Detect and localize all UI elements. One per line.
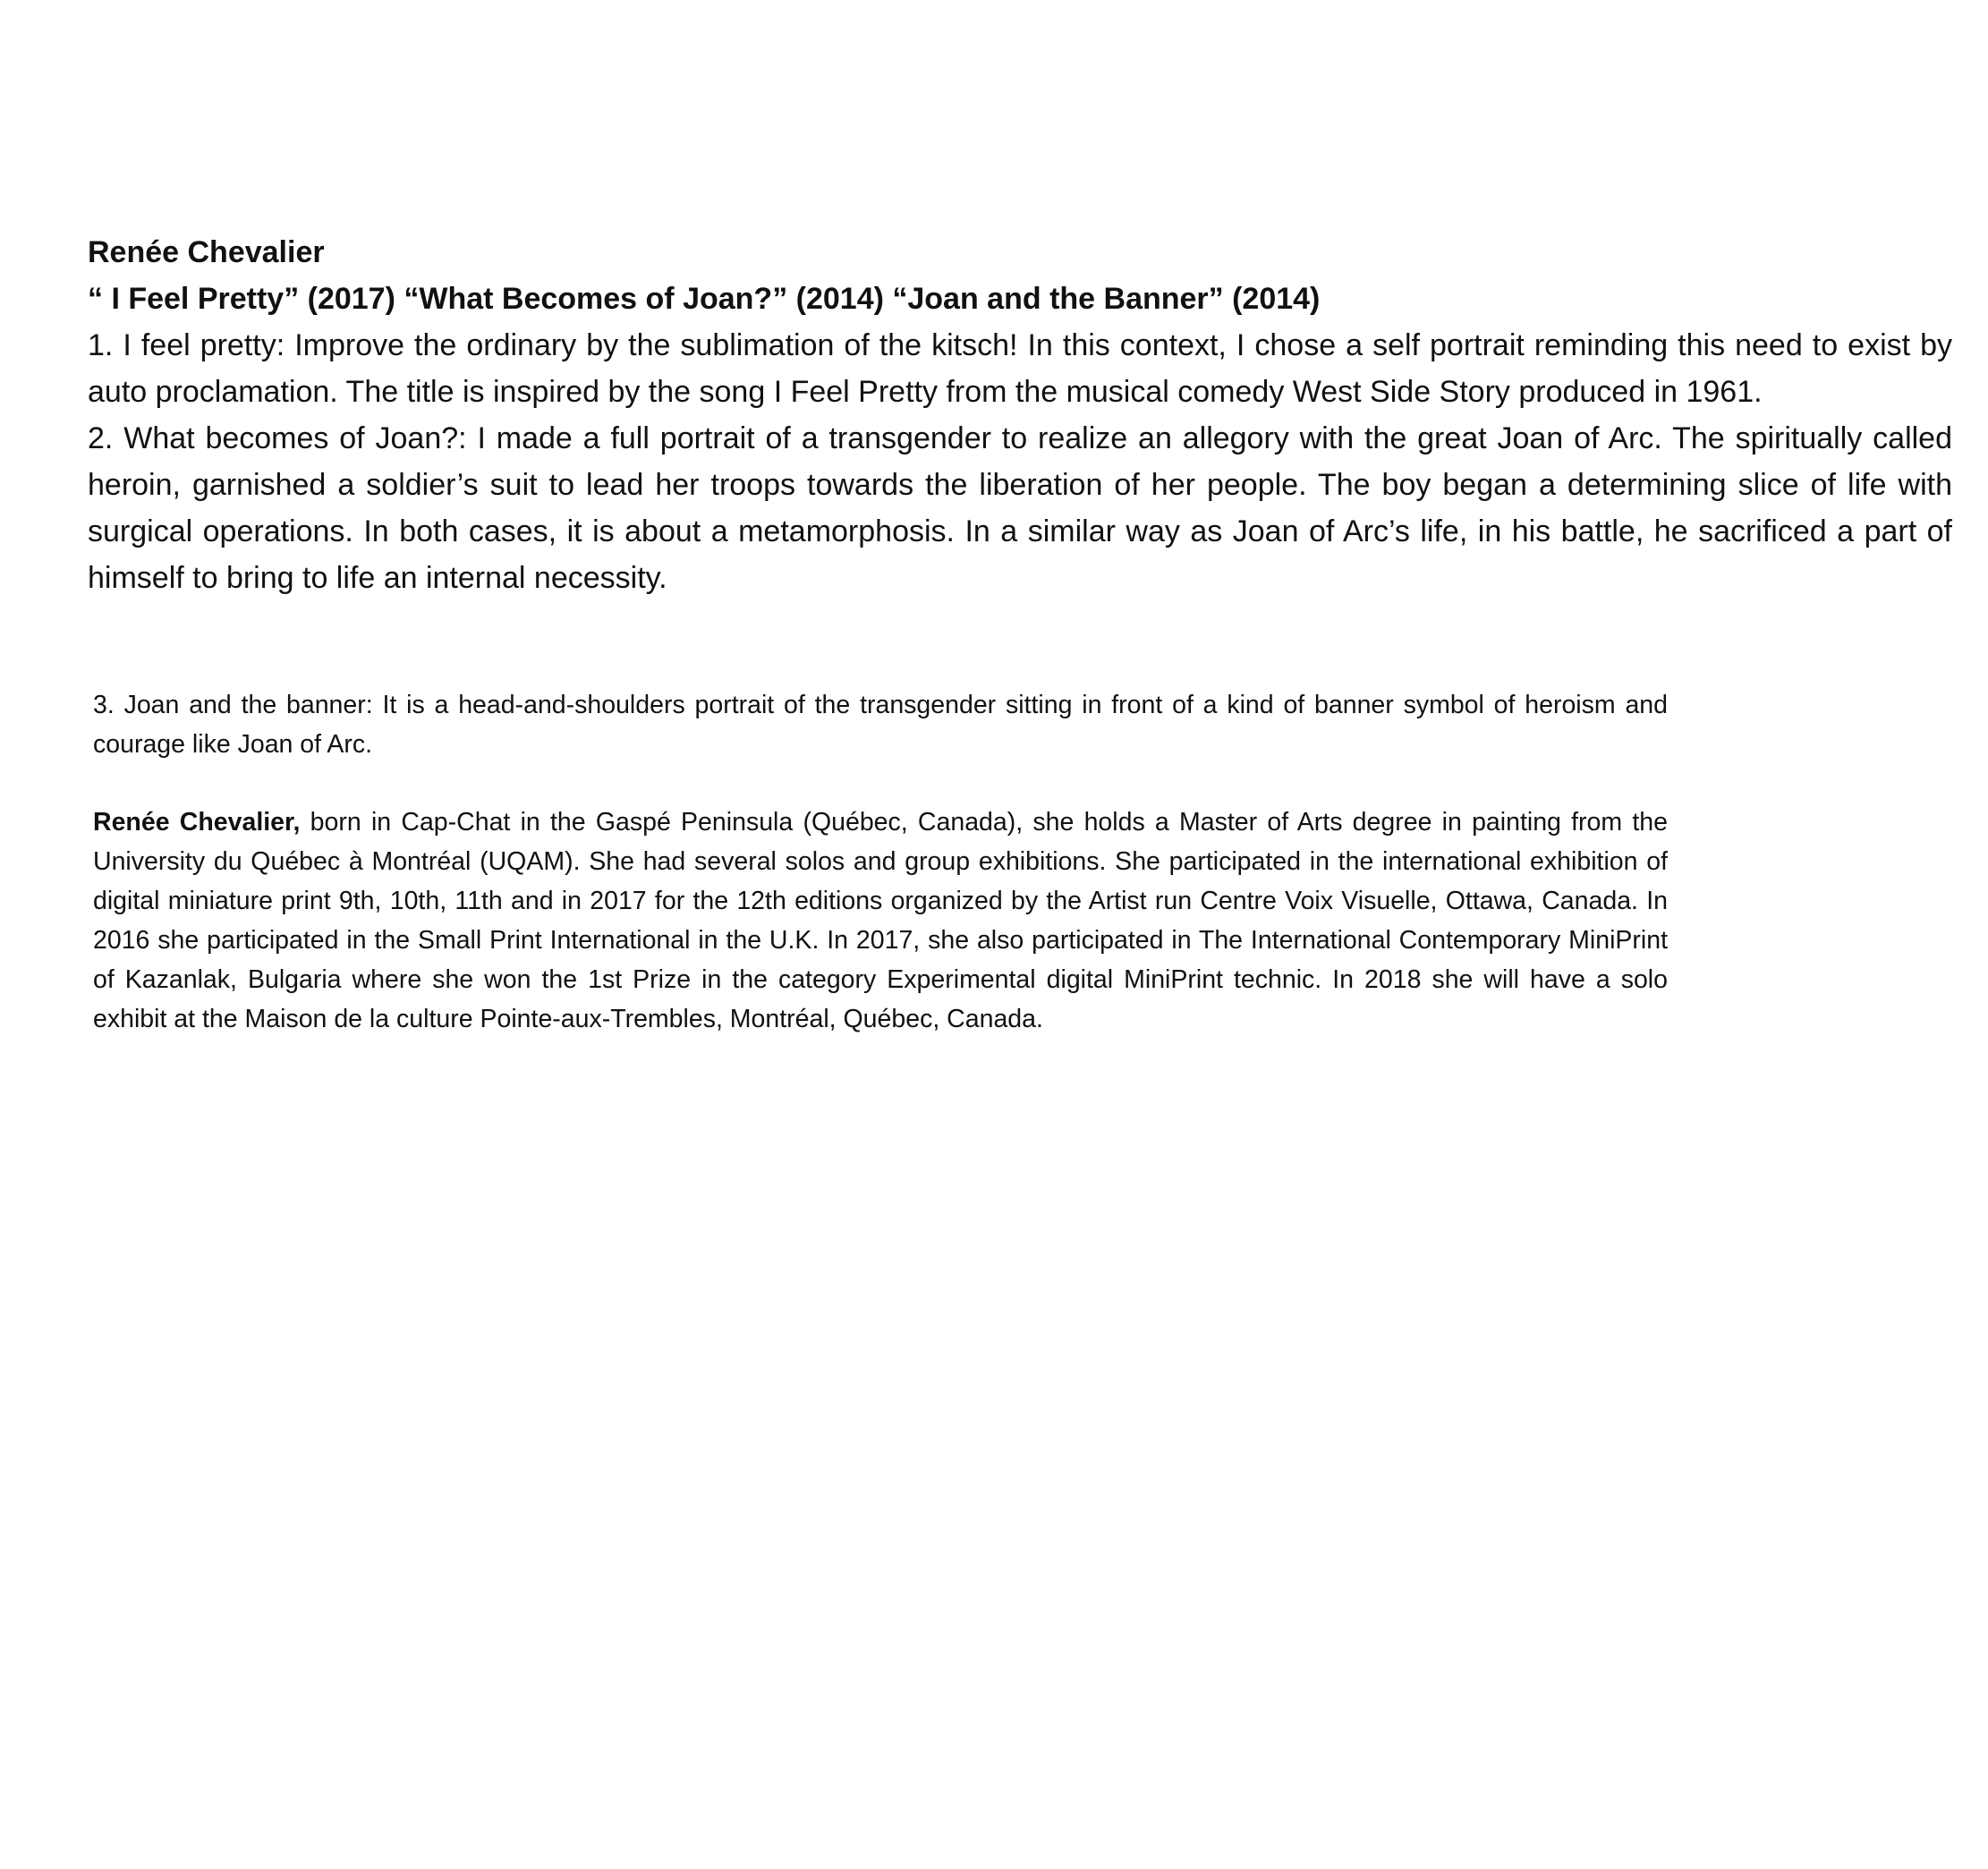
artist-bio-block [93,803,1668,1039]
artist-name-heading: Renée Chevalier [88,235,325,269]
paragraph-i-feel-pretty: 1. I feel pretty: Improve the ordinary by the sublimation of the kitsch! In this context, I chose a self portrait reminding this need to exist by auto proclamation. The title is inspired by the song I Feel Pretty from the musical comedy West Side Story produced in 1961. [88,328,1952,409]
document-body [88,229,1952,601]
paragraph-joan-and-the-banner: 3. Joan and the banner: It is a head-and-shoulders portrait of the transgender sitting in front of a kind of banner symbol of heroism and courage like Joan of Arc. [93,691,1668,759]
bio-text: born in Cap-Chat in the Gaspé Peninsula (Québec, Canada), she holds a Master of Arts degree in painting from the University du Québec à Montréal (UQAM). She had several solos and group exhibitions. She participated in the international exhibition of digital miniature print 9th, 10th, 11th and in 2017 for the 12th editions organized by the Artist run Centre Voix Visuelle, Ottawa, Canada. In 2016 she participated in the Small Print International in the U.K. In 2017, she also participated in The International Contemporary MiniPrint of Kazanlak, Bulgaria where she won the 1st Prize in the category Experimental digital MiniPrint technic. In 2018 she will have a solo exhibit at the Maison de la culture Pointe-aux-Trembles, Montréal, Québec, Canada. [93,808,1668,1033]
bio-artist-name: Renée Chevalier, [93,808,301,837]
works-title-heading: “ I Feel Pretty” (2017) “What Becomes of Joan?” (2014) “Joan and the Banner” (2014) [88,282,1321,316]
paragraph-what-becomes-of-joan: 2. What becomes of Joan?: I made a full portrait of a transgender to realize an allegory with the great Joan of Arc. The spiritually called heroin, garnished a soldier’s suit to lead her troops towards the liberation of her people. The boy began a determining slice of life with surgical operations. In both cases, it is about a metamorphosis. In a similar way as Joan of Arc’s life, in his battle, he sacrificed a part of himself to bring to life an internal necessity. [88,421,1952,595]
paragraph-joan-and-the-banner-block [93,685,1668,764]
artist-bio [93,803,1668,1039]
